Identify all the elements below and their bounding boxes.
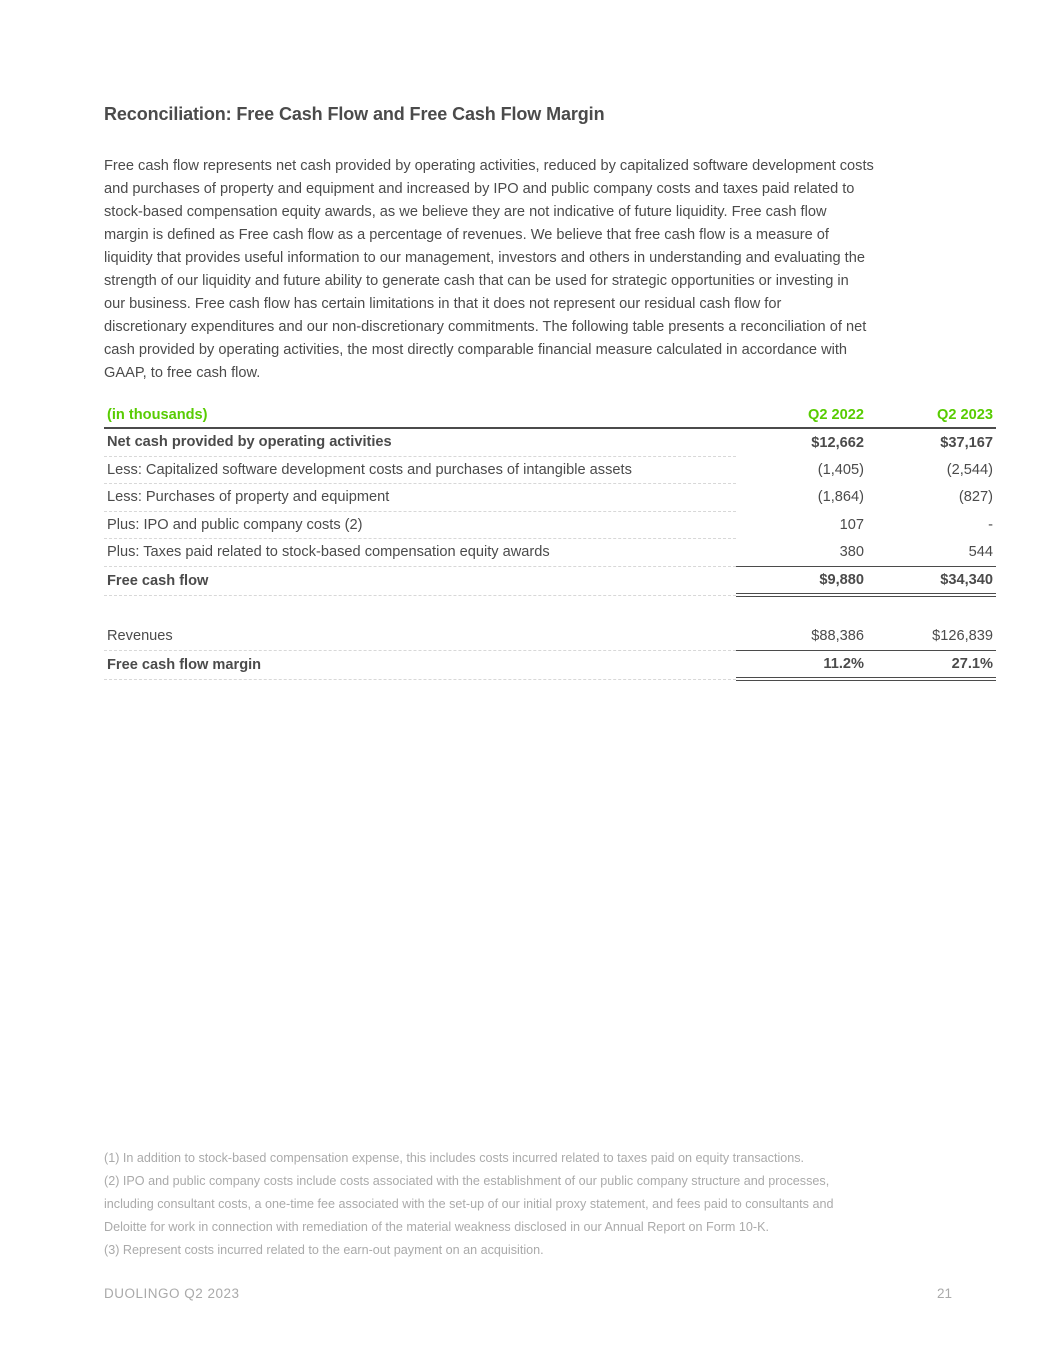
header-units: (in thousands) [104, 403, 736, 428]
table-row [104, 623, 996, 650]
row-label: Net cash provided by operating activities [104, 428, 736, 456]
cell-value: $12,662 [811, 434, 864, 451]
footnotes [104, 1147, 833, 1262]
paragraph-line: cash provided by operating activities, the most directly comparable financial measure calculated in accordance with [104, 342, 848, 358]
footnote: including consultant costs, a one-time fee associated with the set-up of our initial proxy statement, and fees paid to consultants and [104, 1197, 834, 1211]
table-row [104, 484, 996, 512]
row-label: Free cash flow [104, 566, 736, 595]
reconciliation-table [104, 403, 996, 681]
row-label: Less: Purchases of property and equipment [104, 484, 736, 512]
cell-value: 107 [839, 516, 864, 533]
paragraph-line: strength of our liquidity and future ability to generate cash that can be used for strategic opportunities or investing in [104, 273, 849, 289]
cell-value: - [988, 516, 993, 533]
footnote: (3) Represent costs incurred related to the earn-out payment on an acquisition. [104, 1243, 544, 1257]
cell-value: $9,880 [736, 566, 867, 595]
cell-value: 11.2% [736, 650, 867, 679]
cell-value: $88,386 [811, 628, 864, 645]
table-row [104, 539, 996, 567]
row-label: Less: Capitalized software development costs and purchases of intangible assets [104, 456, 736, 484]
row-label: Plus: Taxes paid related to stock-based compensation equity awards [104, 539, 736, 567]
section-title: Reconciliation: Free Cash Flow and Free Cash Flow Margin [104, 104, 605, 124]
cell-value: 544 [968, 544, 993, 560]
paragraph-line: GAAP, to free cash flow. [104, 365, 261, 381]
table-header [104, 403, 996, 428]
cell-value: (1,405) [817, 461, 864, 478]
paragraph-line: margin is defined as Free cash flow as a percentage of revenues. We believe that free cash flow is a measure of [104, 227, 829, 243]
table-row [104, 456, 996, 484]
cell-value: $34,340 [867, 566, 996, 595]
paragraph-line: our business. Free cash flow has certain limitations in that it does not represent our residual cash flow for [104, 296, 782, 312]
table-row-total [104, 650, 996, 679]
cell-value: (2,544) [946, 461, 993, 478]
cell-value: 380 [839, 544, 864, 560]
paragraph-line: discretionary expenditures and our non-discretionary commitments. The following table presents a reconciliation of net [104, 319, 867, 335]
footnote: Deloitte for work in connection with remediation of the material weakness disclosed in our Annual Report on Form 10-K. [104, 1220, 770, 1234]
footer-title: DUOLINGO Q2 2023 [104, 1286, 240, 1301]
header-q2-2023: Q2 2023 [867, 403, 996, 428]
table-row [104, 428, 996, 456]
page-number: 21 [936, 1286, 952, 1301]
cell-value: (827) [958, 489, 993, 506]
row-label: Plus: IPO and public company costs (2) [104, 511, 736, 539]
table-spacer [104, 595, 996, 623]
footnote: (2) IPO and public company costs include costs associated with the establishment of our public company structure and processes, [104, 1174, 830, 1188]
paragraph-line: and purchases of property and equipment and increased by IPO and public company costs and taxes paid related to [104, 181, 855, 197]
header-q2-2022: Q2 2022 [736, 403, 867, 428]
table-row [104, 511, 996, 539]
description-paragraph [104, 155, 964, 385]
paragraph-line: stock-based compensation equity awards, as we believe they are not indicative of future liquidity. Free cash flow [104, 204, 827, 220]
paragraph-line: liquidity that provides useful information to our management, investors and others in understanding and evaluating the [104, 250, 865, 266]
cell-value: 27.1% [867, 650, 996, 679]
cell-value: $126,839 [932, 628, 993, 645]
row-label: Revenues [104, 623, 736, 650]
footnote: (1) In addition to stock-based compensation expense, this includes costs incurred related to taxes paid on equity transactions. [104, 1151, 805, 1165]
cell-value: $37,167 [940, 434, 993, 451]
table-row-total [104, 566, 996, 595]
cell-value: (1,864) [817, 489, 864, 506]
row-label: Free cash flow margin [104, 650, 736, 679]
paragraph-line: Free cash flow represents net cash provided by operating activities, reduced by capitalized software development costs [104, 158, 874, 174]
